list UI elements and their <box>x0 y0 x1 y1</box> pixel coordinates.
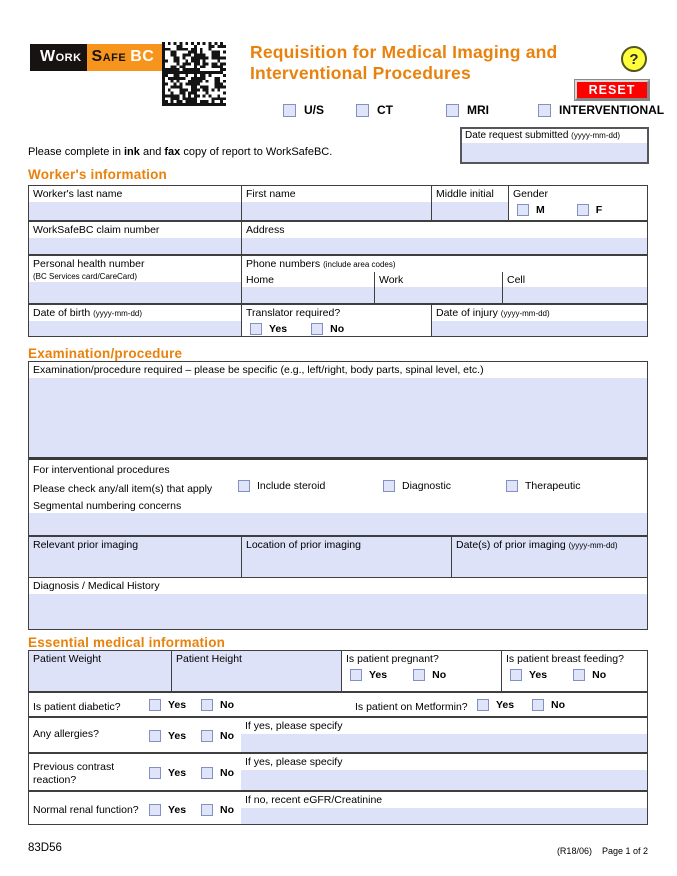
first-name-label: First name <box>246 188 296 200</box>
workers-info-heading: Worker's information <box>28 167 167 182</box>
address-input[interactable] <box>242 238 647 254</box>
diabetic-row <box>29 691 647 716</box>
translator-no-label: No <box>330 322 345 335</box>
footer-right <box>557 846 648 856</box>
include-steroid-label: Include steroid <box>257 479 326 492</box>
exam-required-textarea[interactable] <box>29 378 647 457</box>
patient-height-cell[interactable] <box>171 651 341 691</box>
note-part2: and <box>139 146 165 158</box>
allergies-no-checkbox[interactable] <box>201 730 213 742</box>
patient-height-label: Patient Height <box>176 653 242 665</box>
allergies-specify-input[interactable] <box>241 734 647 752</box>
logo-safe-bc <box>87 44 165 71</box>
dob-input[interactable] <box>29 321 241 336</box>
contrast-cell <box>29 754 241 790</box>
logo-bc-text: BC <box>130 48 155 65</box>
metformin-no-label: No <box>551 699 565 711</box>
interventional-options-row <box>29 478 647 498</box>
last-name-input[interactable] <box>29 202 241 220</box>
phone-cell-label: Cell <box>507 273 526 286</box>
dob-hint: (yyyy-mm-dd) <box>93 309 143 318</box>
phone-home-cell <box>242 272 374 303</box>
injury-date-input[interactable] <box>432 321 647 336</box>
therapeutic-label: Therapeutic <box>525 479 581 492</box>
footer-revision: (R18/06) <box>556 846 592 856</box>
diagnosis-cell <box>29 577 647 629</box>
workers-row-name <box>29 186 647 220</box>
location-prior-label: Location of prior imaging <box>246 539 361 552</box>
address-label: Address <box>246 224 285 236</box>
phone-work-cell <box>374 272 502 303</box>
address-cell <box>241 222 647 254</box>
examination-heading: Examination/procedure <box>28 346 183 361</box>
relevant-prior-label: Relevant prior imaging <box>33 539 139 552</box>
phones-label: Phone numbers (include area codes) <box>246 258 396 270</box>
essential-heading: Essential medical information <box>28 635 226 650</box>
relevant-prior-cell[interactable] <box>29 537 241 577</box>
contrast-specify-cell <box>241 754 647 790</box>
dob-cell <box>29 305 241 336</box>
translator-cell <box>241 305 431 336</box>
essential-table <box>28 650 648 825</box>
ct-label: CT <box>377 103 393 117</box>
form-title-line1: Requisition for Medical Imaging and <box>250 42 558 62</box>
diagnosis-label: Diagnosis / Medical History <box>33 580 160 593</box>
first-name-cell <box>241 186 431 220</box>
renal-cell <box>29 792 241 824</box>
ct-checkbox[interactable] <box>356 104 369 117</box>
note-part3: copy of report to WorkSafeBC. <box>180 146 333 158</box>
diabetic-yes-checkbox[interactable] <box>149 699 161 711</box>
therapeutic-checkbox[interactable] <box>506 480 518 492</box>
renal-no-label: No <box>220 804 234 816</box>
diabetic-no-label: No <box>220 699 234 711</box>
worksafebc-logo <box>30 44 164 71</box>
phone-work-label: Work <box>379 273 404 286</box>
segmental-input[interactable] <box>29 513 647 535</box>
exam-required-cell <box>29 362 647 457</box>
form-title <box>250 42 620 83</box>
metformin-label: Is patient on Metformin? <box>355 701 468 713</box>
dates-prior-cell[interactable] <box>451 537 647 577</box>
location-prior-cell[interactable] <box>241 537 451 577</box>
include-steroid-checkbox[interactable] <box>238 480 250 492</box>
phone-home-input[interactable] <box>242 287 374 303</box>
breast-feeding-no-checkbox[interactable] <box>573 669 585 681</box>
phn-cell <box>29 256 241 303</box>
gender-f-checkbox[interactable] <box>577 204 589 216</box>
us-checkbox[interactable] <box>283 104 296 117</box>
check-apply-label: Please check any/all item(s) that apply <box>33 482 213 495</box>
workers-info-table <box>28 185 648 337</box>
mri-label: MRI <box>467 103 489 117</box>
allergies-cell <box>29 718 241 752</box>
segmental-label: Segmental numbering concerns <box>33 499 182 512</box>
note-ink: ink <box>124 146 140 158</box>
help-icon[interactable] <box>621 46 647 72</box>
renal-no-checkbox[interactable] <box>201 804 213 816</box>
pregnant-label: Is patient pregnant? <box>346 653 439 665</box>
datamatrix-barcode <box>162 42 226 106</box>
contrast-row <box>29 752 647 790</box>
modality-us <box>283 103 324 117</box>
phone-home-label: Home <box>246 273 275 286</box>
gender-label: Gender <box>513 188 549 200</box>
diabetic-no-checkbox[interactable] <box>201 699 213 711</box>
pregnant-no-label: No <box>432 668 447 681</box>
middle-initial-cell <box>431 186 508 220</box>
metformin-no-checkbox[interactable] <box>532 699 544 711</box>
phones-hint: (include area codes) <box>323 260 396 269</box>
dob-label: Date of birth (yyyy-mm-dd) <box>33 307 143 319</box>
patient-weight-label: Patient Weight <box>33 653 102 665</box>
prior-imaging-row <box>29 535 647 577</box>
date-request-hint: (yyyy-mm-dd) <box>571 131 621 140</box>
middle-initial-label: Middle initial <box>436 188 494 200</box>
allergies-label: Any allergies? <box>33 728 99 740</box>
modality-ct <box>356 103 393 117</box>
interventional-section <box>29 457 647 535</box>
phone-work-input[interactable] <box>375 287 502 303</box>
instruction-note <box>28 146 332 158</box>
claim-number-input[interactable] <box>29 238 241 254</box>
dates-prior-label: Date(s) of prior imaging (yyyy-mm-dd) <box>456 539 618 552</box>
allergies-yes-checkbox[interactable] <box>149 730 161 742</box>
allergies-specify-label: If yes, please specify <box>245 720 343 732</box>
renal-yes-checkbox[interactable] <box>149 804 161 816</box>
logo-safe-text: Safe <box>91 48 127 65</box>
injury-date-label: Date of injury (yyyy-mm-dd) <box>436 307 550 319</box>
phn-input[interactable] <box>29 282 241 303</box>
renal-label: Normal renal function? <box>33 804 139 816</box>
translator-yes-label: Yes <box>269 322 288 335</box>
modality-mri <box>446 103 489 117</box>
contrast-no-checkbox[interactable] <box>201 767 213 779</box>
breast-feeding-label: Is patient breast feeding? <box>506 653 624 665</box>
allergies-yes-label: Yes <box>168 730 187 742</box>
egfr-label: If no, recent eGFR/Creatinine <box>245 794 383 806</box>
pregnant-cell <box>341 651 501 691</box>
pregnant-no-checkbox[interactable] <box>413 669 425 681</box>
interventional-label: INTERVENTIONAL <box>559 103 665 117</box>
dates-prior-hint: (yyyy-mm-dd) <box>568 541 618 551</box>
claim-number-cell <box>29 222 241 254</box>
date-request-input[interactable] <box>462 143 647 162</box>
last-name-label: Worker's last name <box>33 188 123 200</box>
breast-feeding-no-label: No <box>592 668 607 681</box>
contrast-label: Previous contrast reaction? <box>33 761 115 786</box>
breast-feeding-yes-checkbox[interactable] <box>510 669 522 681</box>
middle-initial-input[interactable] <box>432 202 508 220</box>
gender-f-label: F <box>595 203 603 216</box>
diagnostic-label: Diagnostic <box>402 479 452 492</box>
diagnostic-checkbox[interactable] <box>383 480 395 492</box>
mri-checkbox[interactable] <box>446 104 459 117</box>
egfr-input[interactable] <box>241 808 647 824</box>
modality-interventional <box>538 103 664 117</box>
translator-yes-checkbox[interactable] <box>250 323 262 335</box>
footer-page-number: Page 1 of 2 <box>601 846 648 856</box>
date-request-box <box>460 127 649 164</box>
patient-weight-cell[interactable] <box>29 651 171 691</box>
translator-no-checkbox[interactable] <box>311 323 323 335</box>
gender-m-checkbox[interactable] <box>517 204 529 216</box>
note-fax: fax <box>164 146 181 158</box>
form-title-line2: Interventional Procedures <box>250 62 471 83</box>
examination-table <box>28 361 648 630</box>
metformin-yes-label: Yes <box>496 699 515 711</box>
exam-required-label: Examination/procedure required – please be specific (e.g., left/right, body parts, spinal level, etc.) <box>33 364 484 376</box>
first-name-input[interactable] <box>242 202 431 220</box>
workers-row-claim-address <box>29 220 647 254</box>
contrast-yes-checkbox[interactable] <box>149 767 161 779</box>
form-number: 83D56 <box>28 842 62 854</box>
allergies-specify-cell <box>241 718 647 752</box>
diabetic-label: Is patient diabetic? <box>33 701 121 713</box>
note-part1: Please complete in <box>28 146 124 158</box>
allergies-row <box>29 716 647 752</box>
gender-cell <box>508 186 647 220</box>
injury-date-cell <box>431 305 647 336</box>
date-request-label: Date request submitted (yyyy-mm-dd) <box>465 130 621 141</box>
phn-sublabel: (BC Services card/CareCard) <box>33 271 138 281</box>
us-label: U/S <box>304 103 325 117</box>
pregnant-yes-checkbox[interactable] <box>350 669 362 681</box>
translator-label: Translator required? <box>246 307 341 319</box>
claim-number-label: WorkSafeBC claim number <box>33 224 160 236</box>
contrast-specify-input[interactable] <box>241 770 647 790</box>
gender-m-label: M <box>536 203 545 216</box>
contrast-no-label: No <box>220 767 234 779</box>
renal-row <box>29 790 647 824</box>
phn-label: Personal health number <box>33 258 145 270</box>
metformin-yes-checkbox[interactable] <box>477 699 489 711</box>
phone-cell-input[interactable] <box>503 287 647 303</box>
breast-feeding-yes-label: Yes <box>529 668 548 681</box>
logo-work-text: Work <box>30 44 87 71</box>
reset-button[interactable] <box>575 80 649 100</box>
interventional-checkbox[interactable] <box>538 104 551 117</box>
contrast-specify-label: If yes, please specify <box>245 756 343 768</box>
breast-feeding-cell <box>501 651 647 691</box>
injury-date-hint: (yyyy-mm-dd) <box>500 309 550 318</box>
renal-yes-label: Yes <box>168 804 187 816</box>
egfr-cell <box>241 792 647 824</box>
help-icon-glyph: ? <box>629 50 639 68</box>
phones-cell <box>241 256 647 303</box>
phone-cell-cell <box>502 272 647 303</box>
workers-row-dob <box>29 303 647 336</box>
contrast-yes-label: Yes <box>168 767 187 779</box>
interventional-label: For interventional procedures <box>33 464 170 476</box>
essential-row-1 <box>29 651 647 691</box>
diabetic-yes-label: Yes <box>168 699 187 711</box>
last-name-cell <box>29 186 241 220</box>
diagnosis-textarea[interactable] <box>29 594 647 629</box>
workers-row-phn-phones <box>29 254 647 303</box>
pregnant-yes-label: Yes <box>369 668 388 681</box>
allergies-no-label: No <box>220 730 234 742</box>
reset-button-label: RESET <box>588 83 636 97</box>
